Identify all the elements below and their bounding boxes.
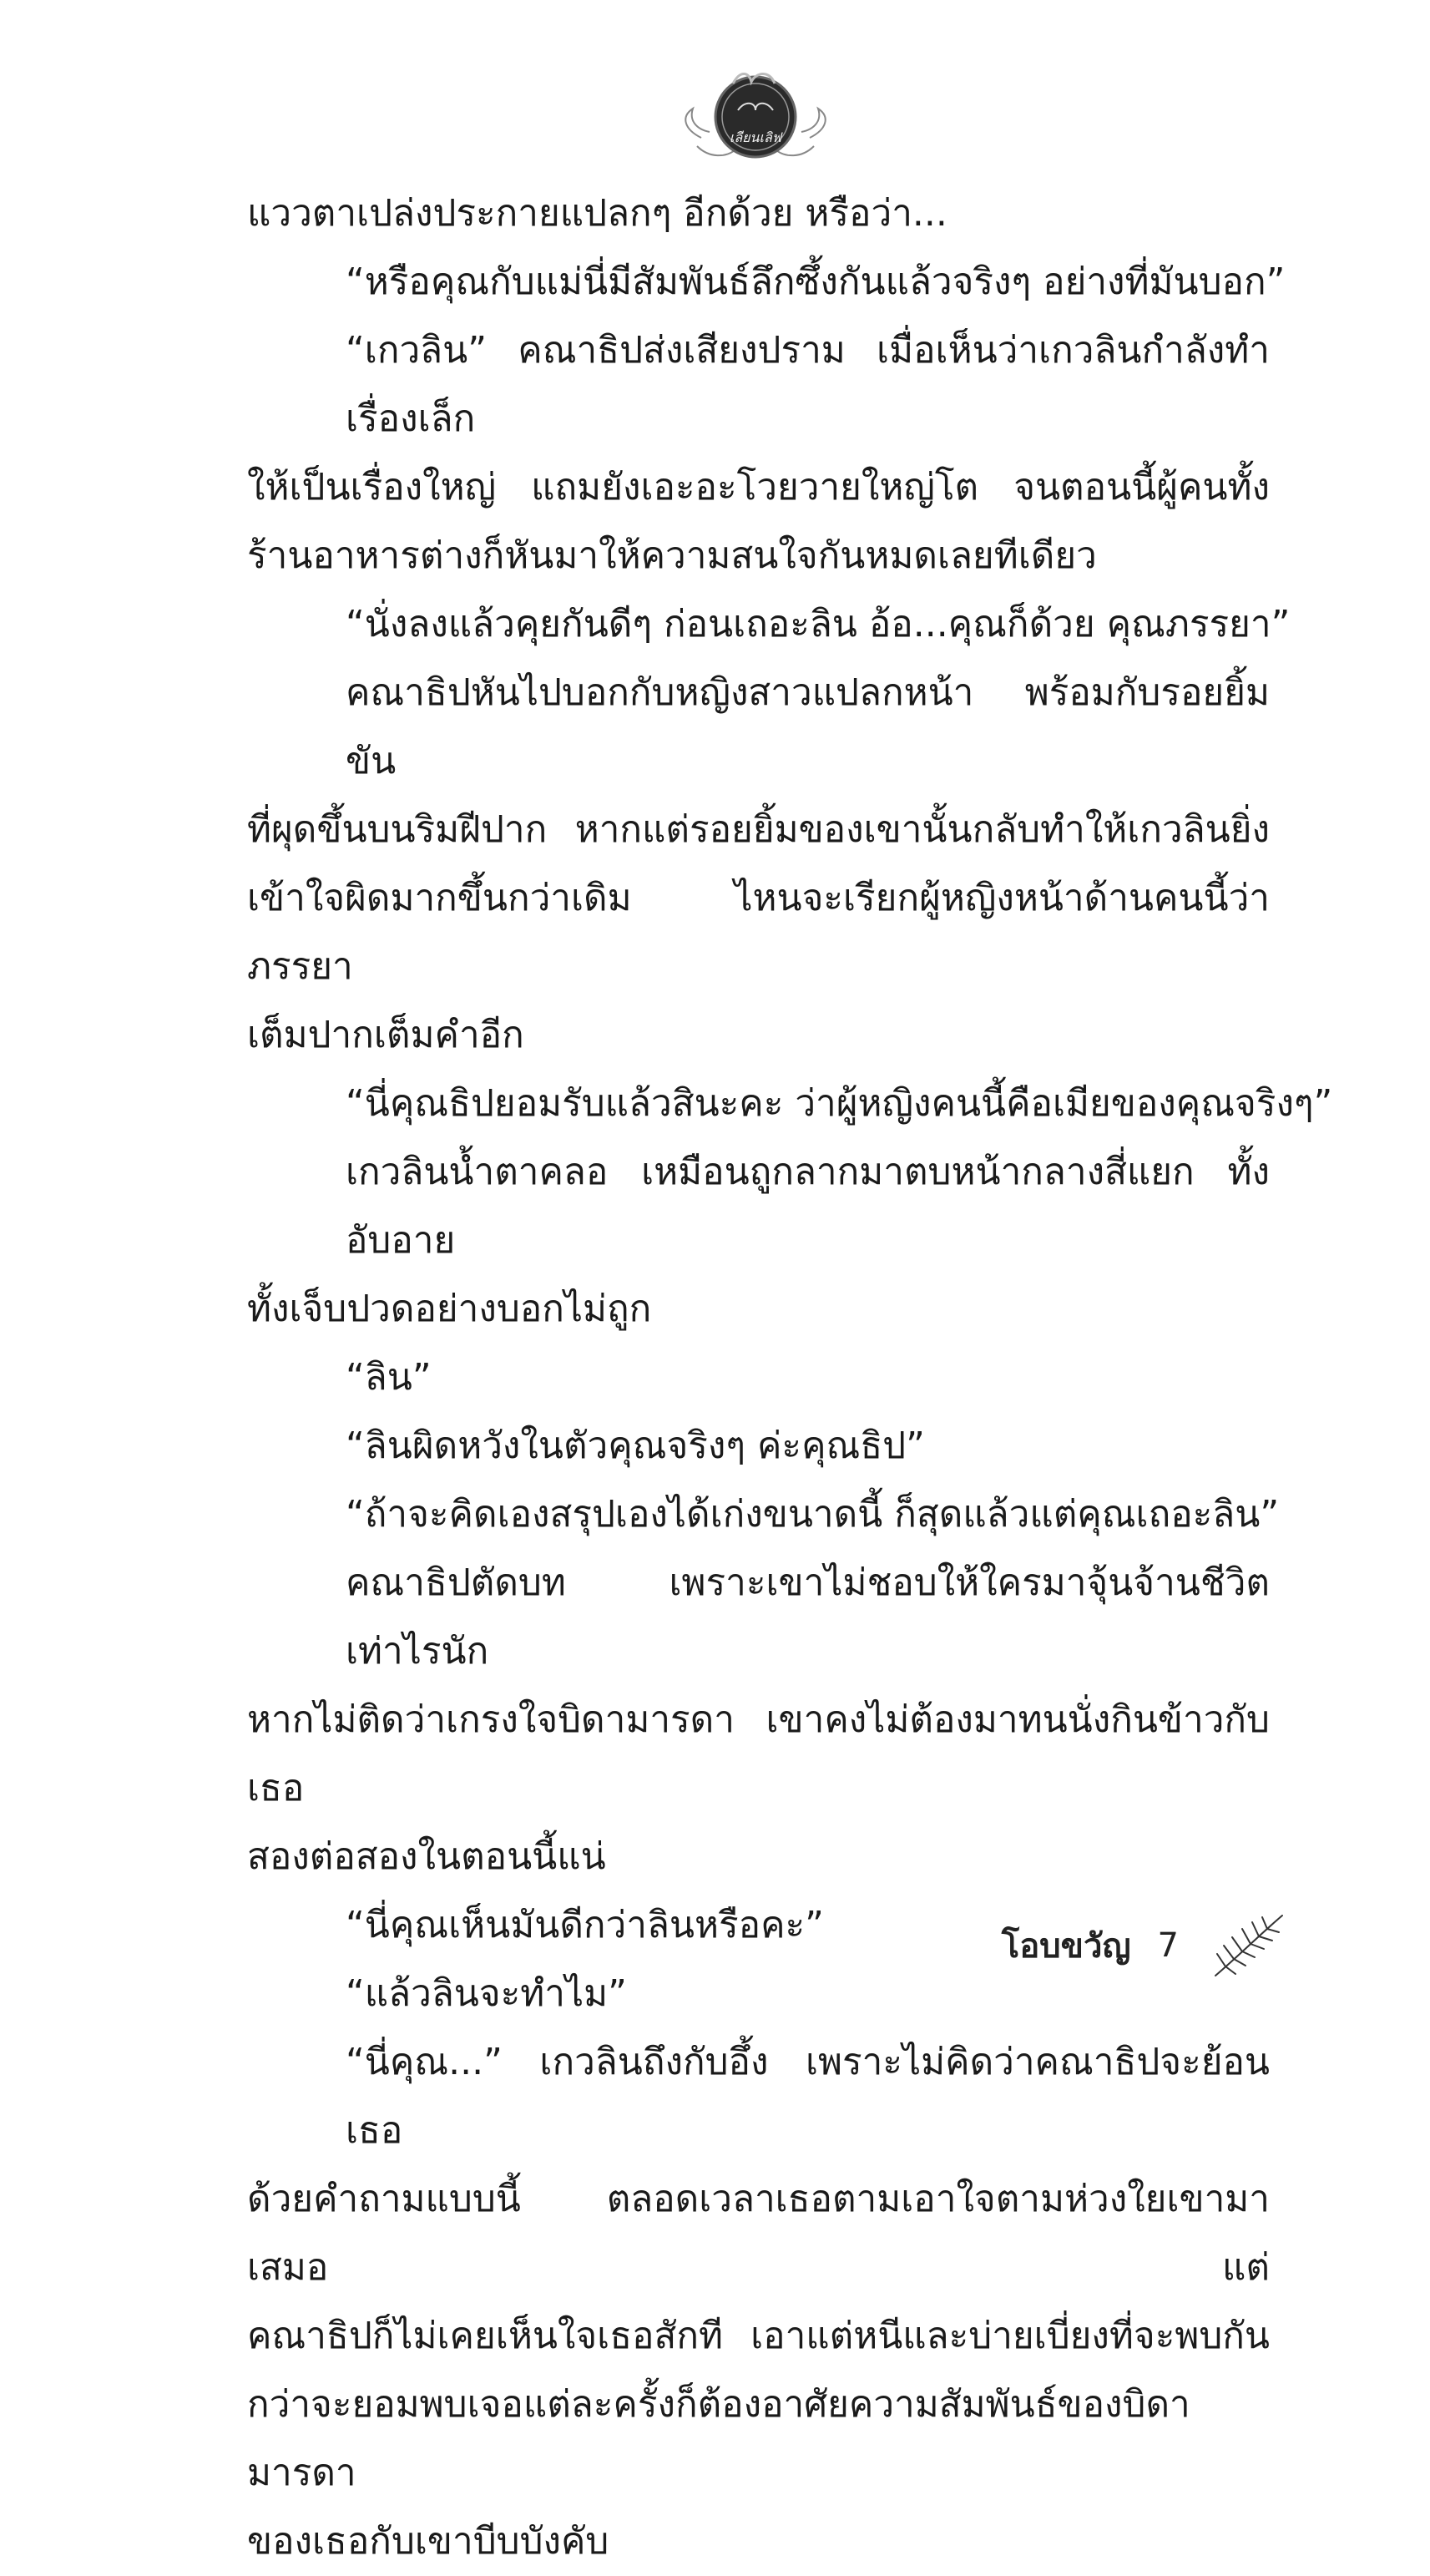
text-line: เข้าใจผิดมากขึ้นกว่าเดิม ไหนจะเรียกผู้หญิงหน้าด้านคนนี้ว่าภรรยา xyxy=(247,877,1270,988)
paragraph xyxy=(247,1412,1270,1480)
text-line: “ลิน” xyxy=(346,1356,432,1399)
text-line: “ถ้าจะคิดเองสรุปเองได้เก่งขนาดนี้ ก็สุดแล้วแต่คุณเถอะลิน” xyxy=(346,1493,1280,1536)
text-line: ด้วยคำถามแบบนี้ ตลอดเวลาเธอตามเอาใจตามห่วงใยเขามาเสมอ แต่ xyxy=(247,2178,1270,2289)
text-line: “ลินผิดหวังในตัวคุณจริงๆ ค่ะคุณธิป” xyxy=(346,1425,925,1467)
text-line: ของเธอกับเขาบีบบังคับ xyxy=(247,2520,609,2563)
paragraph xyxy=(247,1138,1270,1344)
text-line: เกวลินน้ำตาคลอ เหมือนถูกลากมาตบหน้ากลางสี่แยก ทั้งอับอาย xyxy=(346,1151,1270,1262)
paragraph xyxy=(247,1070,1333,1138)
text-line: “หรือคุณกับแม่นี่มีสัมพันธ์ลึกซึ้งกันแล้วจริงๆ อย่างที่มันบอก” xyxy=(346,261,1286,303)
text-line: “เกวลิน” คณาธิปส่งเสียงปราม เมื่อเห็นว่าเกวลินกำลังทำเรื่องเล็ก xyxy=(346,329,1270,440)
publisher-logo xyxy=(676,58,835,167)
text-line: คณาธิปหันไปบอกกับหญิงสาวแปลกหน้า พร้อมกับรอยยิ้มขัน xyxy=(346,671,1270,782)
page-number: 7 xyxy=(1157,1926,1179,1965)
text-line: “นั่งลงแล้วคุยกันดีๆ ก่อนเถอะลิน อ้อ...คุณก็ด้วย คุณภรรยา” xyxy=(346,603,1291,645)
paragraph xyxy=(247,316,1270,590)
paragraph xyxy=(247,659,1270,1070)
paragraph xyxy=(247,1344,1270,1412)
book-title: โอบขวัญ xyxy=(1001,1927,1131,1966)
text-line: “นี่คุณ...” เกวลินถึงกับอึ้ง เพราะไม่คิดว่าคณาธิปจะย้อนเธอ xyxy=(346,2041,1270,2152)
page-footer xyxy=(1002,1908,1288,1983)
paragraph xyxy=(247,1549,1270,1891)
text-line: “นี่คุณเห็นมันดีกว่าลินหรือคะ” xyxy=(346,1904,824,1946)
text-line: “แล้วลินจะทำไม” xyxy=(346,1972,627,2015)
text-line: เต็มปากเต็มคำอีก xyxy=(247,1014,524,1056)
paragraph xyxy=(247,1480,1280,1549)
paragraph xyxy=(247,590,1291,659)
text-line: คณาธิปตัดบท เพราะเขาไม่ชอบให้ใครมาจุ้นจ้านชีวิตเท่าไรนัก xyxy=(346,1561,1270,1673)
text-line: ให้เป็นเรื่องใหญ่ แถมยังเอะอะโวยวายใหญ่โต จนตอนนี้ผู้คนทั้ง xyxy=(247,466,1270,509)
text-line: สองต่อสองในตอนนี้แน่ xyxy=(247,1835,606,1878)
text-line: “นี่คุณธิปยอมรับแล้วสินะคะ ว่าผู้หญิงคนนี้คือเมียของคุณจริงๆ” xyxy=(346,1082,1333,1125)
text-line: คณาธิปก็ไม่เคยเห็นใจเธอสักที เอาแต่หนีและบ่ายเบี่ยงที่จะพบกัน xyxy=(247,2315,1270,2357)
text-line: ร้านอาหารต่างก็หันมาให้ความสนใจกันหมดเลยทีเดียว xyxy=(247,534,1097,577)
text-line: แววตาเปล่งประกายแปลกๆ อีกด้วย หรือว่า... xyxy=(247,192,947,235)
paragraph xyxy=(247,180,1270,248)
body-text xyxy=(247,180,1333,2576)
text-line: ทั้งเจ็บปวดอย่างบอกไม่ถูก xyxy=(247,1288,652,1330)
logo-text: เลียนเลิฟ xyxy=(729,129,782,145)
text-line: ที่ผุดขึ้นบนริมฝีปาก หากแต่รอยยิ้มของเขานั้นกลับทำให้เกวลินยิ่ง xyxy=(247,808,1270,851)
fern-leaf-icon xyxy=(1209,1910,1288,1981)
text-line: กว่าจะยอมพบเจอแต่ละครั้งก็ต้องอาศัยความสัมพันธ์ของบิดามารดา xyxy=(247,2383,1190,2494)
paragraph xyxy=(247,2028,1270,2576)
text-line: หากไม่ติดว่าเกรงใจบิดามารดา เขาคงไม่ต้องมาทนนั่งกินข้าวกับเธอ xyxy=(247,1698,1270,1809)
paragraph xyxy=(247,248,1286,316)
